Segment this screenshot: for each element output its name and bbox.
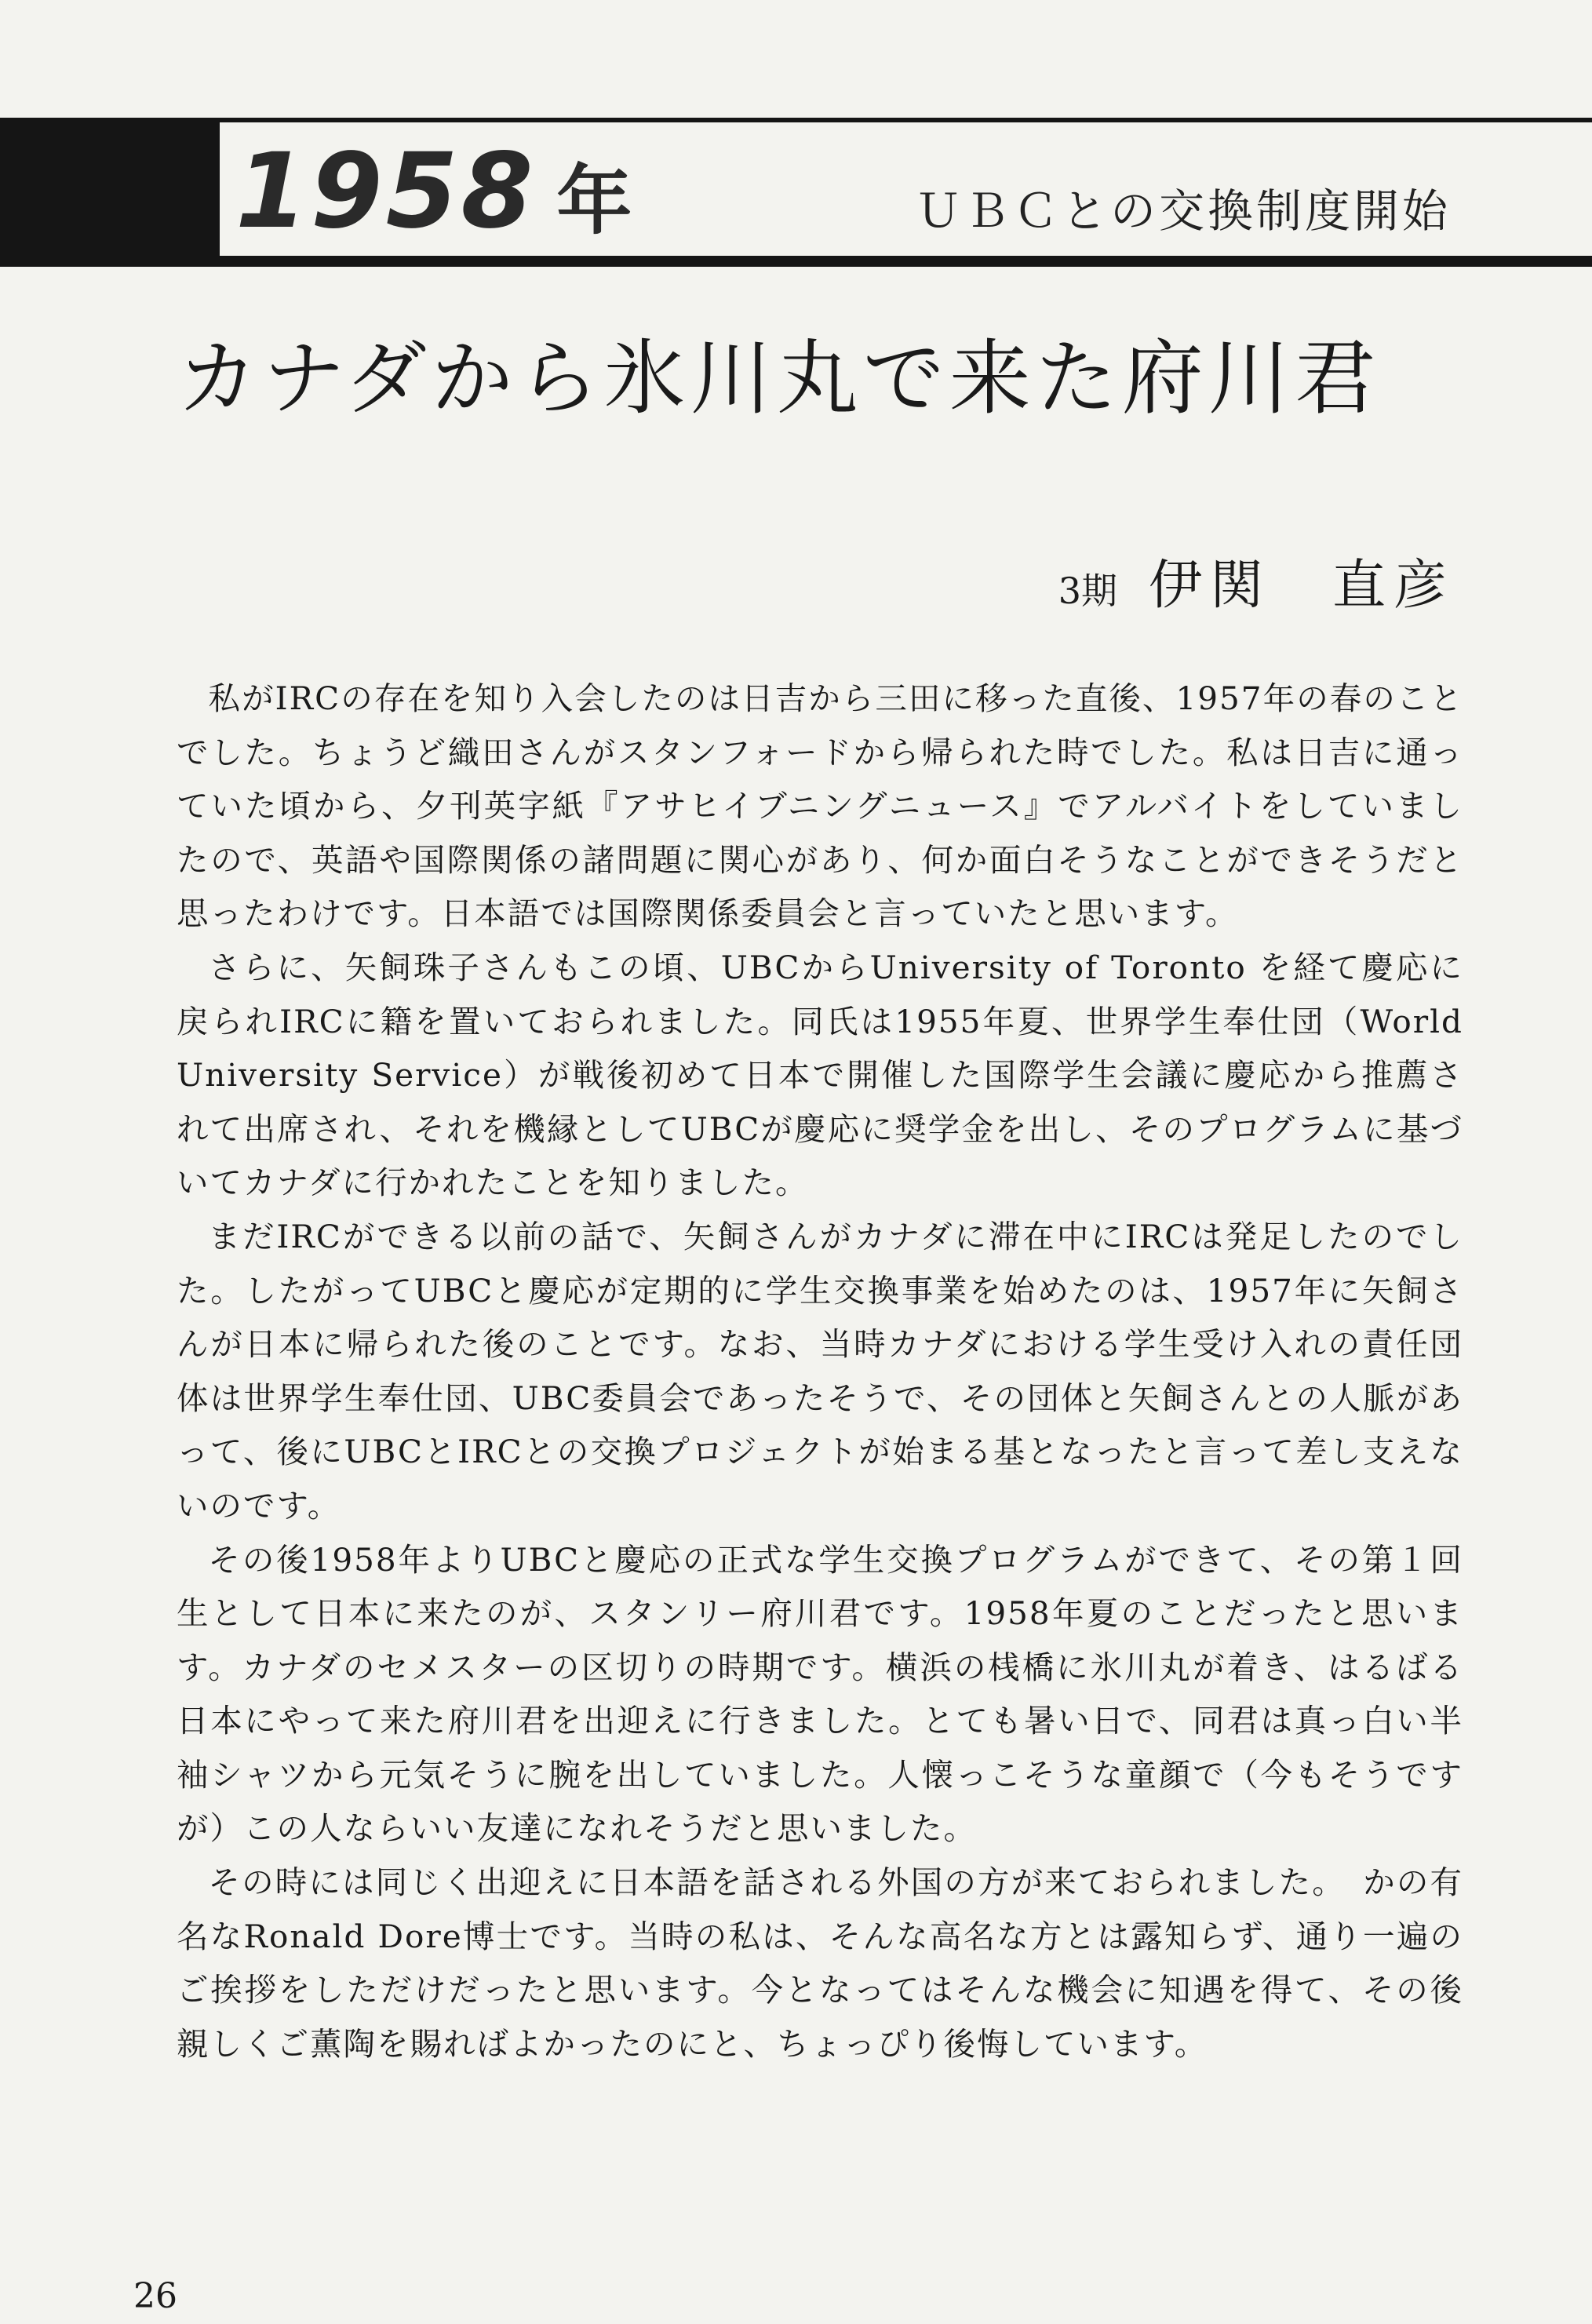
header-bottom-rule [220,256,1592,267]
article-body [177,672,1463,2071]
author-name: 伊関 直彦 [1148,555,1455,617]
header-black-block [0,118,220,267]
chapter-header [0,118,1592,267]
paragraph: 私がIRCの存在を知り入会したのは日吉から三田に移った直後、1957年の春のことでした。ちょうど織田さんがスタンフォードから帰られた時でした。私は日吉に通っていた頃から、夕刊英字紙『アサヒイブニングニュース』でアルバイトをしていましたので、英語や国際関係の諸問題に関心があり、何か面白そうなことができそうだと思ったわけです。日本語では国際関係委員会と言っていたと思います。 [177,679,1463,933]
year-suffix: 年 [556,157,632,245]
paragraph: その時には同じく出迎えに日本語を話される外国の方が来ておられました。 かの有名なRonald Dore博士です。当時の私は、そんな高名な方とは露知らず、通り一遍のご挨拶をしただけだったと思います。今となってはそんな機会に知遇を得て、その後親しくご薫陶を賜ればよかったのにと、ちょっぴり後悔しています。 [177,1863,1463,2063]
paragraph: まだIRCができる以前の話で、矢飼さんがカナダに滞在中にIRCは発足したのでした。したがってUBCと慶応が定期的に学生交換事業を始めたのは、1957年に矢飼さんが日本に帰られた後のことです。なお、当時カナダにおける学生受け入れの責任団体は世界学生奉仕団、UBC委員会であったそうで、その団体と矢飼さんとの人脈があって、後にUBCとIRCとの交換プロジェクトが始まる基となったと言って差し支えないのです。 [177,1217,1463,1524]
year-number: 1958 [235,131,537,252]
header-top-rule [220,118,1592,122]
paragraph: さらに、矢飼珠子さんもこの頃、UBCからUniversity of Toronto を経て慶応に戻られIRCに籍を置いておられました。同氏は1955年夏、世界学生奉仕団（World University Service）が戦後初めて日本で開催した国際学生会議に慶応から推薦されて出席され、それを機縁としてUBCが慶応に奨学金を出し、そのプログラムに基づいてカナダに行かれたことを知りました。 [177,948,1463,1202]
chapter-year [235,131,632,252]
author-line [1058,543,1455,619]
article-title: カナダから氷川丸で来た府川君 [177,330,1381,426]
paragraph: その後1958年よりUBCと慶応の正式な学生交換プログラムができて、その第１回生として日本に来たのが、スタンリー府川君です。1958年夏のことだったと思います。カナダのセメスターの区切りの時期です。横浜の桟橋に氷川丸が着き、はるばる日本にやって来た府川君を出迎えに行きました。とても暑い日で、同君は真っ白い半袖シャツから元気そうに腕を出していました。人懐っこそうな童顔で（今もそうですが）この人ならいい友達になれそうだと思いました。 [177,1540,1463,1848]
author-generation: 3期 [1058,570,1117,612]
page-number: 26 [133,2276,177,2316]
chapter-subtitle: ＵＢＣとの交換制度開始 [915,184,1451,238]
